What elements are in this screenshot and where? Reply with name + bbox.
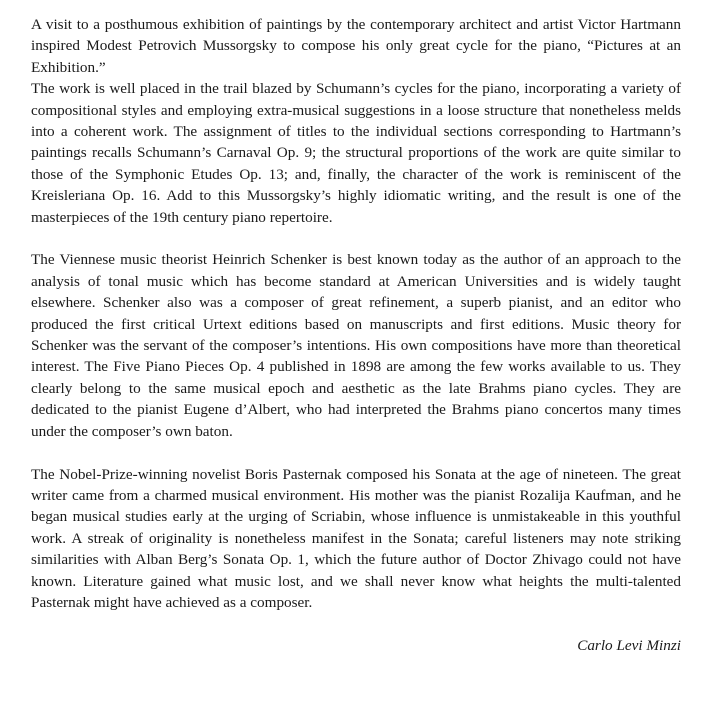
paragraph-mussorgsky-analysis: The work is well placed in the trail blazed by Schumann’s cycles for the piano, incorporating a variety of compositional styles and employing extra-musical suggestions in a loose structure that nonetheless melds into a coherent work. The assignment of titles to the individual sections corresponding to Hartmann’s paintings recalls Schumann’s Carnaval Op. 9; the structural proportions of the work are quite similar to those of the Symphonic Etudes Op. 13; and, finally, the character of the work is reminiscent of the Kreisleriana Op. 16. Add to this Mussorgsky’s highly idiomatic writing, and the result is one of the masterpieces of the 19th century piano repertoire. [31, 80, 681, 226]
liner-notes-text [31, 14, 681, 656]
paragraph-mussorgsky-intro: A visit to a posthumous exhibition of paintings by the contemporary architect and artist Victor Hartmann inspired Modest Petrovich Mussorgsky to compose his only great cycle for the piano, “Pictures at an Exhibition.” [31, 16, 681, 76]
author-signature: Carlo Levi Minzi [577, 636, 681, 654]
paragraph-pasternak: The Nobel-Prize-winning novelist Boris Pasternak composed his Sonata at the age of nineteen. The great writer came from a charmed musical environment. His mother was the pianist Rozalija Kaufman, and he began musical studies early at the urging of Scriabin, whose influence is unmistakeable in this youthful work. A streak of originality is nonetheless manifest in the Sonata; careful listeners may note striking similarities with Alban Berg’s Sonata Op. 1, which the future author of Doctor Zhivago could not have known. Literature gained what music lost, and we shall never know what heights the multi-talented Pasternak might have achieved as a composer. [31, 465, 681, 611]
paragraph-schenker: The Viennese music theorist Heinrich Schenker is best known today as the author of an approach to the analysis of tonal music which has become standard at American Universities and is widely taught elsewhere. Schenker also was a composer of great refinement, a superb pianist, and an editor who produced the first critical Urtext editions based on manuscripts and first editions. Music theory for Schenker was the servant of the composer’s intentions. His own compositions have more than theoretical interest. The Five Piano Pieces Op. 4 published in 1898 are among the few works available to us. They clearly belong to the same musical epoch and aesthetic as the late Brahms piano cycles. They are dedicated to the pianist Eugene d’Albert, who had interpreted the Brahms piano concertos many times under the composer’s own baton. [31, 251, 681, 440]
